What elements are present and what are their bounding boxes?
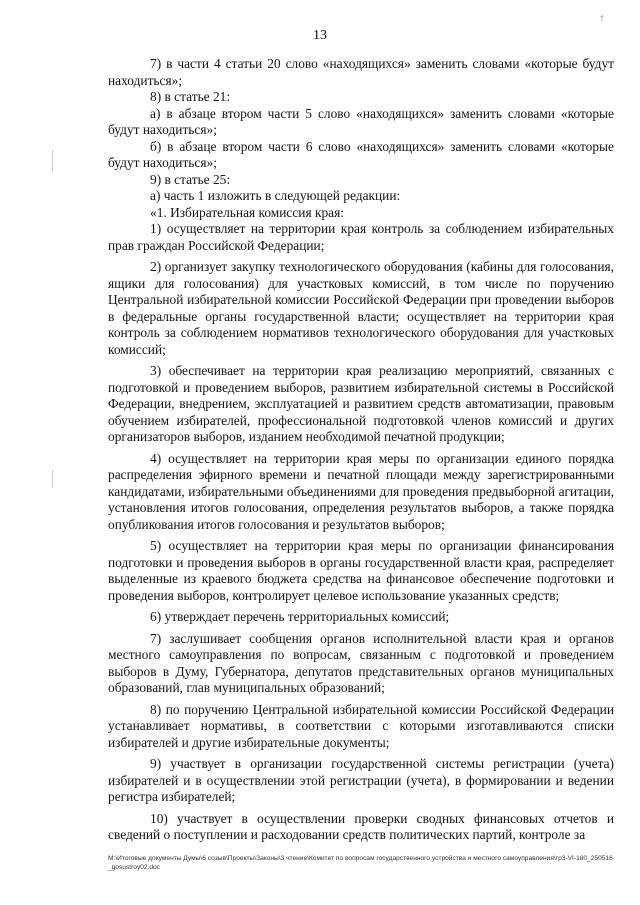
list-item-10: 10) участвует в осуществлении проверки сводных финансовых отчетов и сведений о поступлении и расходовании средств политических партий, контроле за xyxy=(108,810,614,842)
margin-mark xyxy=(52,150,53,172)
list-item-4: 4) осуществляет на территории края меры по организации единого порядка распределения эфирного времени и печатной площади между зарегистрированными кандидатами, избирательными объединениями для проведения предвыборной агитации, установления итогов голосования, определения результатов выборов, а также порядка опубликования итогов голосования и результатов выборов; xyxy=(108,450,614,532)
paragraph-8a: а) в абзаце втором части 5 слово «находящихся» заменить словами «которые будут находиться»; xyxy=(108,105,614,137)
file-path-footer: М:\Итоговые документы Думы\6 созыв\Проекты\Законы\3 чтение\Комитет по вопросам государственного устройства и местного самоуправления\гр3-VI-180_250516_gosustroy02.doc xyxy=(108,855,613,871)
list-item-6: 6) утверждает перечень территориальных комиссий; xyxy=(150,609,450,624)
paragraph-commission-heading: «1. Избирательная комиссия края: xyxy=(150,204,345,220)
list-item-8: 8) по поручению Центральной избирательной комиссии Российской Федерации устанавливает нормативы, в соответствии с которыми изготавливаются списки избирателей и другие избирательные документы; xyxy=(108,701,614,750)
list-item-1: 1) осуществляет на территории края контроль за соблюдением избирательных прав граждан Российской Федерации; xyxy=(108,221,614,253)
document-body xyxy=(108,56,614,844)
paragraph-9-art25: 9) в статье 25: xyxy=(150,171,231,187)
margin-mark xyxy=(52,470,53,488)
page-number: 13 xyxy=(313,28,327,43)
corner-mark: † xyxy=(600,14,604,23)
list-item-7: 7) заслушивает сообщения органов исполнительной власти края и органов местного самоуправления по вопросам, связанным с подготовкой и проведением выборов в Думу, Губернатора, депутатов представительных органов муниципальных образований, глав муниципальных образований; xyxy=(108,630,614,695)
list-item-5: 5) осуществляет на территории края меры по организации финансирования подготовки и проведения выборов в органы государственной власти края, распределяет выделенные из краевого бюджета средства на финансовое обеспечение подготовки и проведения выборов, контролирует целевое использование указанных средств; xyxy=(108,538,614,603)
paragraph-8-art21: 8) в статье 21: xyxy=(150,89,231,104)
list-item-2: 2) организует закупку технологического оборудования (кабины для голосования, ящики для голосования) для участковых комиссий, в том числе по поручению Центральной избирательной комиссии Российской Федерации при проведении выборов в федеральные органы государственной власти; осуществляет на территории края контроль за соблюдением нормативов технологического оборудования для участковых комиссий; xyxy=(108,259,614,357)
paragraph-8b: б) в абзаце втором части 6 слово «находящихся» заменить словами «которые будут находиться»; xyxy=(108,138,614,170)
paragraph-7-art20: 7) в части 4 статьи 20 слово «находящихся» заменить словами «которые будут находиться»; xyxy=(108,56,614,88)
paragraph-9a: а) часть 1 изложить в следующей редакции: xyxy=(150,188,401,203)
list-item-3: 3) обеспечивает на территории края реализацию мероприятий, связанных с подготовкой и проведением выборов, развитием избирательной системы в Российской Федерации, внедрением, эксплуатацией и развитием средств автоматизации, правовым обучением избирателей, профессиональной подготовкой членов комиссий и других организаторов выборов, изданием необходимой печатной продукции; xyxy=(108,363,614,444)
list-item-9: 9) участвует в организации государственной системы регистрации (учета) избирателей и в осуществлении этой регистрации (учета), в формировании и ведении регистра избирателей; xyxy=(108,756,614,804)
